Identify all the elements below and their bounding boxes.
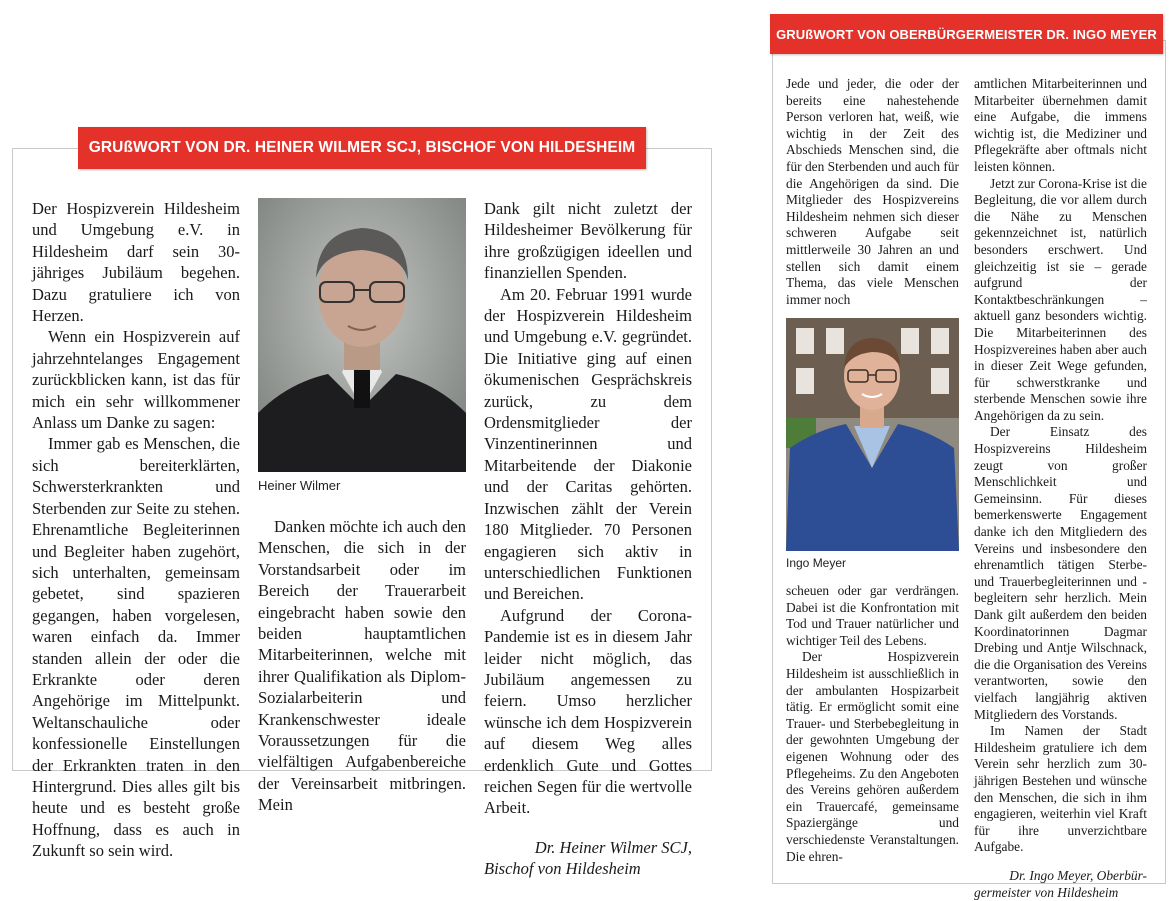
bishop-text-column-3 <box>484 198 692 880</box>
paragraph: Dank gilt nicht zuletzt der Hildesheimer Bevölkerung für ihre großzügigen ideellen und finanziellen Spenden. <box>484 198 692 284</box>
signature-name: Dr. Ingo Meyer, Oberbür- <box>974 868 1147 885</box>
mayor-text-column-1-bottom <box>786 583 959 865</box>
mayor-text-column-2 <box>974 76 1147 901</box>
mayor-text-column-1-top <box>786 76 959 308</box>
photo-caption: Heiner Wilmer <box>258 478 340 493</box>
paragraph: Der Hospizverein Hildesheim und Umgebung e.V. in Hildesheim darf sein 30-jähriges Jubiläum begehen. Dazu gratuliere ich von Herzen. <box>32 198 240 326</box>
paragraph: Danken möchte ich auch den Menschen, die sich in der Vorstandsarbeit oder im Bereich der Trauerarbeit eingebracht haben sowie den beiden hauptamtlichen Mitarbeiterinnen, welche mit ihrer Qualifikation als Diplom-Sozialarbeiterin und Krankenschwester ideale Voraussetzungen für die vielfältigen Aufgabenbereiche der Vereinsarbeit mitbringen. Mein <box>258 516 466 816</box>
paragraph: Im Namen der Stadt Hildesheim gratuliere ich dem Verein sehr herzlich zum 30-jährigen Bestehen und wünsche den Menschen, die sich in ihm engagieren, weiterhin viel Kraft für ihre unverzichtbare Aufgabe. <box>974 723 1147 856</box>
paragraph: Der Hospizverein Hildesheim ist ausschließlich in der ambulanten Hospizarbeit tätig. Er ermöglicht somit eine Trauer- und Sterbebegleitung in der gewohnten Umgebung der eigenen Wohnung oder des Pflegeheims. Zu den Angeboten des Vereins gehören außerdem ein Trauercafé, gemeinsame Spaziergänge und verschiedenste Veranstaltungen. Die ehren- <box>786 649 959 865</box>
bishop-text-column-1 <box>32 198 240 862</box>
paragraph: Am 20. Februar 1991 wurde der Hospizverein Hildesheim und Umgebung e.V. gegründet. Die Initiative ging auf einen ökumenischen Gesprächskreis zurück, zu dem Ordensmitglieder der Vinzentinerinnen und Mitarbeitende der Diakonie und der Caritas gehörten. Inzwischen zählt der Verein 180 Mitglieder. 70 Personen engagieren sich aktiv in unterschiedlichen Funktionen und Bereichen. <box>484 284 692 605</box>
mayor-article-heading: GRUßWORT VON OBERBÜRGERMEISTER DR. INGO MEYER <box>770 14 1163 54</box>
paragraph: Jede und jeder, die oder der bereits eine nahestehende Person verloren hat, weiß, wie wichtig in der Zeit des Abschieds Menschen sind, die für den Sterbenden und auch für die Angehörigen da sind. Die Mitglieder des Hospizvereins Hildesheim nehmen sich dieser schweren Aufgabe seit mittlerweile 30 Jahren an und stellen sich damit einem Thema, das viele Menschen immer noch <box>786 76 959 308</box>
ingo-meyer-photo <box>786 318 959 551</box>
paragraph: Jetzt zur Corona-Krise ist die Begleitung, die vor allem durch die Nähe zu Menschen gekennzeichnet ist, natürlich besonders erschwert. Und gleichzeitig ist sie – gerade aufgrund der Kontaktbeschränkungen – aktuell ganz besonders wichtig. Die Mitarbeiterinnen des Hospizvereines haben aber auch in dieser Zeit Wege gefunden, für schwerstkranke und sterbende Menschen sowie ihre Angehörigen da zu sein. <box>974 176 1147 425</box>
paragraph: amtlichen Mitarbeiterinnen und Mitarbeiter übernehmen damit eine Aufgabe, die immens wichtig ist, die Mediziner und Pflegekräfte aber oftmals nicht leisten können. <box>974 76 1147 176</box>
paragraph: Der Einsatz des Hospizvereins Hildesheim zeugt von großer Menschlichkeit und Gemeinsinn. Für dieses bemerkenswerte Engagement danke ich den Mitgliedern des Vereins und insbesondere den ehrenamtlich tätigen Sterbe- und Trauerbegleiterinnen und -begleitern sehr herzlich. Mein Dank gilt außerdem den beiden Koordinatorinnen Dagmar Drebing und Antje Wilschnack, die die Organisation des Vereins verantworten, sowie den vielfach langjährig aktiven Mitgliedern des Vorstands. <box>974 424 1147 723</box>
paragraph: Aufgrund der Corona-Pandemie ist es in diesem Jahr leider nicht möglich, das Jubiläum angemessen zu feiern. Umso herzlicher wünsche ich dem Hospizverein auf diesem Weg alles erdenklich Gute und Gottes reichen Segen für die wertvolle Arbeit. <box>484 605 692 819</box>
paragraph: scheuen oder gar verdrängen. Dabei ist die Konfrontation mit Tod und Trauer natürlicher und wichtiger Teil des Lebens. <box>786 583 959 649</box>
signature-name: Dr. Heiner Wilmer SCJ, <box>484 837 692 858</box>
signature-title: germeister von Hildesheim <box>974 885 1147 901</box>
bishop-article-heading: GRUßWORT VON DR. HEINER WILMER SCJ, BISCHOF VON HILDESHEIM <box>78 127 646 169</box>
signature-title: Bischof von Hildesheim <box>484 858 692 879</box>
paragraph: Immer gab es Menschen, die sich bereiterklärten, Schwersterkrankten und Sterbenden zur Seite zu stehen. Ehrenamtliche Begleiterinnen und Begleiter haben zugehört, sich unterhalten, gemeinsam gebetet, sind spazieren gegangen, haben vorgelesen, waren einfach da. Immer standen allein der oder die Erkrankte oder deren Angehörige im Mittelpunkt. Weltanschauliche oder konfessionelle Einstellungen der Erkrankten traten in den Hintergrund. Dies alles gilt bis heute und es besteht große Hoffnung, dass es auch in Zukunft so sein wird. <box>32 433 240 861</box>
paragraph: Wenn ein Hospizverein auf jahrzehntelanges Engagement zurückblicken kann, ist das für mich ein sehr willkommener Anlass um Danke zu sagen: <box>32 326 240 433</box>
photo-caption: Ingo Meyer <box>786 556 846 570</box>
bishop-text-column-2 <box>258 516 466 816</box>
heiner-wilmer-photo <box>258 198 466 472</box>
